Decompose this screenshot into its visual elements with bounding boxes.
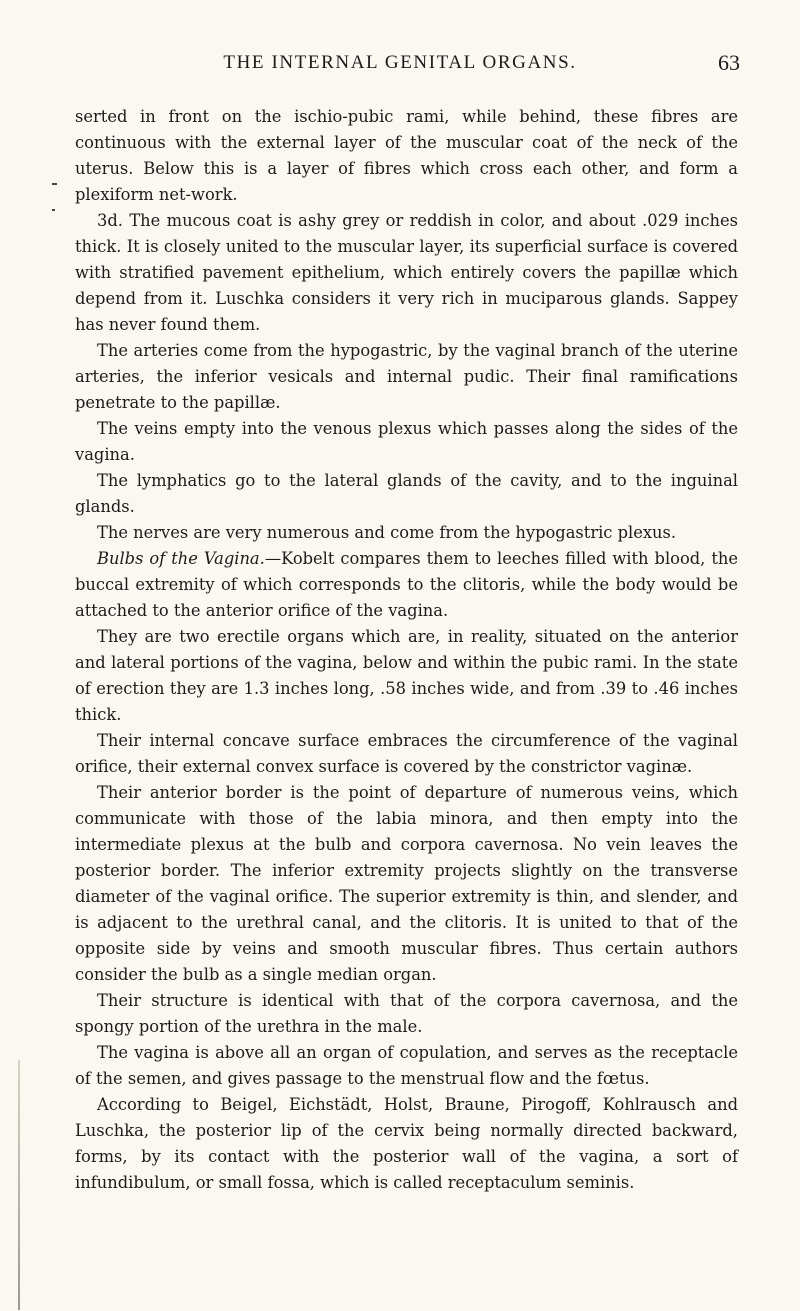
page-header: [0, 52, 800, 82]
paragraph-bulbs: [75, 546, 738, 624]
section-heading-bulbs: Bulbs of the Vagina.: [97, 549, 265, 568]
paragraph-bulbs-text: —Kobelt compares them to leeches filled with blood, the buccal extremity of which corresponds to the clitoris, while the body would be attached to the anterior orifice of the vagina.: [75, 549, 738, 620]
paragraph-erectile-organs: They are two erectile organs which are, in reality, situated on the anterior and lateral portions of the vagina, below and within the pubic rami. In the state of erection they are 1.3 inches long, .58 inches wide, and from .39 to .46 inches thick.: [75, 627, 738, 724]
paragraph-internal-surface: Their internal concave surface embraces the circumference of the vaginal orifice, their external convex surface is covered by the constrictor vaginæ.: [75, 731, 738, 776]
paragraph-mucous-coat: 3d. The mucous coat is ashy grey or reddish in color, and about .029 inches thick. It is closely united to the muscular layer, its superficial surface is covered with stratified pavement epithelium, which entirely covers the papillæ which depend from it. Luschka considers it very rich in muciparous glands. Sappey has never found them.: [75, 211, 738, 334]
paragraph-continuation: serted in front on the ischio-pubic rami, while behind, these fibres are continuous with the external layer of the muscular coat of the neck of the uterus. Below this is a layer of fibres which cross each other, and form a plexiform net-work.: [75, 107, 738, 204]
paragraph-structure: Their structure is identical with that of the corpora cavernosa, and the spongy portion of the urethra in the male.: [75, 991, 738, 1036]
paragraph-nerves: The nerves are very numerous and come from the hypogastric plexus.: [97, 523, 677, 542]
margin-mark: [52, 183, 57, 185]
body-text: [75, 104, 738, 1196]
paragraph-receptaculum: According to Beigel, Eichstädt, Holst, Braune, Pirogoff, Kohlrausch and Luschka, the posterior lip of the cervix being normally directed backward, forms, by its contact with the posterior wall of the vagina, a sort of infundibulum, or small fossa, which is called receptaculum seminis.: [75, 1095, 738, 1192]
scan-edge-shadow: [18, 1060, 20, 1310]
paragraph-lymphatics: The lymphatics go to the lateral glands of the cavity, and to the inguinal glands.: [75, 471, 738, 516]
running-title: THE INTERNAL GENITAL ORGANS.: [223, 52, 577, 73]
paragraph-copulation: The vagina is above all an organ of copulation, and serves as the receptacle of the semen, and gives passage to the menstrual flow and the fœtus.: [75, 1043, 738, 1088]
margin-mark: [52, 209, 55, 211]
paragraph-veins: The veins empty into the venous plexus which passes along the sides of the vagina.: [75, 419, 738, 464]
paragraph-arteries: The arteries come from the hypogastric, by the vaginal branch of the uterine arteries, the inferior vesicals and internal pudic. Their final ramifications penetrate to the papillæ.: [75, 341, 738, 412]
paragraph-anterior-border: Their anterior border is the point of departure of numerous veins, which communicate with those of the labia minora, and then empty into the intermediate plexus at the bulb and corpora cavernosa. No vein leaves the posterior border. The inferior extremity projects slightly on the transverse diameter of the vaginal orifice. The superior extremity is thin, and slender, and is adjacent to the urethral canal, and the clitoris. It is united to that of the opposite side by veins and smooth muscular fibres. Thus certain authors consider the bulb as a single median organ.: [75, 783, 738, 984]
page-number: 63: [718, 50, 740, 75]
